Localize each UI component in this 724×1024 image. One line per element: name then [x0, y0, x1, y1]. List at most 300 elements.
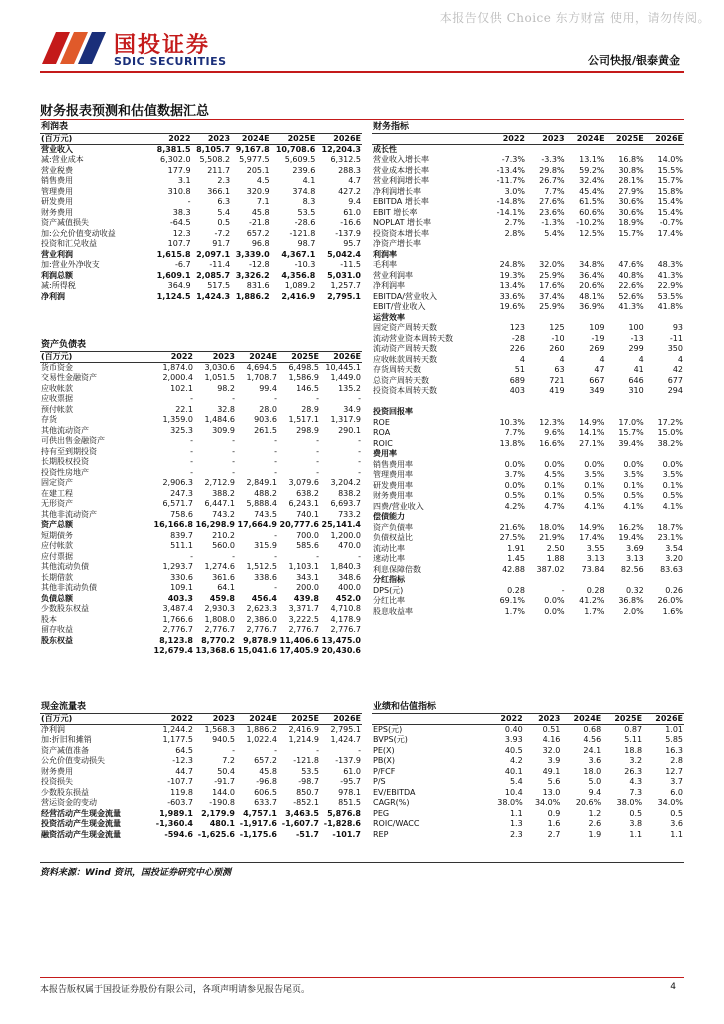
cell-value [486, 144, 526, 155]
row-label: 负债权益比 [373, 533, 413, 542]
row-label: EBITDA 增长率 [373, 197, 429, 206]
cell-value: 0.51 [542, 724, 561, 734]
year-header: 2024E [236, 351, 278, 362]
cell-value: - [190, 551, 193, 561]
cell-value: 38.0% [497, 798, 523, 807]
cell-value: 109.1 [170, 583, 193, 592]
row-label: 加:营业外净收支 [41, 260, 100, 269]
cell-value: - [316, 394, 319, 403]
cell-value: 5,031.0 [327, 270, 361, 280]
row-label: 流动资产周转天数 [373, 344, 437, 353]
cell-value: 34.8% [579, 260, 605, 269]
table-row [372, 756, 684, 767]
cell-value: 45.4% [579, 186, 605, 196]
cell-value: 18.0% [539, 522, 565, 532]
cell-value: 8,105.7 [196, 144, 231, 154]
cell-value: 689 [509, 375, 525, 385]
cell-value: 3.7% [504, 470, 525, 479]
cell-value: 3,371.7 [288, 604, 319, 613]
year-header: 2026E [320, 351, 362, 362]
cell-value: 109 [589, 323, 605, 332]
cell-value: 15.7% [618, 228, 644, 238]
cell-value: 40.1 [504, 766, 523, 776]
row-label: 财务费用 [41, 207, 73, 217]
cell-value: -14.8% [496, 197, 525, 206]
cell-value: - [274, 583, 277, 592]
cell-value: 3.54 [665, 543, 683, 553]
cell-value: 1.88 [546, 554, 565, 563]
cell-value: 10,708.6 [275, 144, 316, 154]
section-title: 现金流量表 [41, 702, 87, 712]
cell-value: 2,416.9 [288, 724, 319, 734]
cell-value: 9,167.8 [235, 144, 270, 154]
cell-value [606, 239, 645, 250]
cell-value: 6,693.7 [330, 499, 361, 508]
table-row [40, 239, 362, 250]
cell-value: 4.7% [544, 501, 565, 511]
table-row [372, 155, 684, 166]
cell-value: 36.8% [618, 596, 644, 605]
cell-value: -12.8 [248, 260, 270, 269]
cell-value: 294 [667, 386, 683, 395]
cell-value: - [232, 745, 235, 755]
table-row [40, 562, 362, 573]
year-header: 2022 [486, 133, 526, 144]
cell-value [645, 407, 684, 418]
cell-value: 2,906.3 [162, 478, 193, 487]
cell-value: 32.8 [217, 404, 235, 414]
row-label: 利润总额 [41, 270, 73, 280]
cell-value: 0.0% [623, 459, 644, 469]
row-label: 净利润 [41, 291, 65, 301]
cell-value: 4.1 [302, 176, 316, 185]
cell-value: 25.9% [539, 302, 565, 311]
cell-value: 4.5 [256, 176, 270, 185]
cell-value: -852.1 [293, 798, 319, 807]
cell-value: 37.4% [539, 291, 565, 301]
cell-value [566, 449, 606, 460]
report-subtitle: 公司快报/银泰黄金 [587, 54, 680, 67]
cell-value: 3.55 [586, 543, 605, 553]
row-label: 管理费用率 [373, 470, 413, 479]
cell-value [526, 397, 566, 408]
cell-value: 26.0% [657, 596, 683, 605]
table-row [40, 436, 362, 447]
cell-value: 102.1 [170, 383, 193, 393]
cell-value: 13.8% [499, 438, 525, 448]
table-row [372, 323, 684, 334]
cell-value: 470.0 [338, 541, 361, 550]
table-row [372, 596, 684, 607]
table-row [372, 491, 684, 502]
cell-value: 1,424.7 [330, 735, 361, 744]
row-label: 费用率 [373, 449, 397, 458]
cell-value: 18.0 [583, 766, 602, 776]
cell-value [486, 575, 526, 586]
cell-value: -11 [669, 333, 683, 343]
cell-value: -12.3 [172, 756, 193, 765]
subsection-row [372, 144, 684, 155]
cell-value: 4.1% [584, 501, 605, 511]
cell-value: 5.4 [217, 207, 231, 217]
cell-value: 0.5% [623, 491, 644, 500]
table-row [372, 788, 684, 799]
table-bottom-rule [40, 862, 684, 863]
section-title: 业绩和估值指标 [373, 702, 437, 712]
cell-value [645, 449, 684, 460]
table-row [40, 552, 362, 563]
cell-value: 34.9 [343, 404, 361, 414]
row-label: 短期债务 [41, 530, 73, 540]
cell-value: 24.8% [499, 260, 525, 269]
column-header-row [40, 351, 362, 362]
cell-value: 2,849.1 [246, 478, 277, 487]
cashflow-table [40, 702, 362, 840]
row-label: 无形资产 [41, 499, 73, 508]
cell-value [566, 512, 606, 523]
table-row [372, 229, 684, 240]
unit-label [372, 713, 486, 724]
cell-value: - [274, 457, 277, 466]
row-label: 资产总额 [41, 520, 73, 529]
year-header: 2026E [320, 713, 362, 724]
cell-value [526, 144, 566, 155]
cell-value [526, 575, 566, 586]
row-label: 营业收入增长率 [373, 155, 429, 164]
cell-value: -1,828.6 [323, 819, 361, 828]
cell-value: 177.9 [167, 165, 191, 175]
cell-value: 14.1% [579, 428, 605, 437]
row-label: ROA [373, 428, 391, 437]
cell-value: 21.9% [539, 533, 565, 542]
cell-value: 5.11 [624, 735, 643, 744]
cell-value [526, 512, 566, 523]
cell-value: 1,484.6 [204, 415, 235, 424]
cell-value: 3,030.6 [204, 362, 235, 372]
cell-value: 338.6 [254, 572, 277, 582]
cell-value: 4.2 [509, 756, 523, 765]
cell-value: 1,022.4 [246, 735, 277, 744]
cell-value: 349 [589, 386, 605, 395]
cell-value: - [316, 446, 319, 456]
cell-value: 17.0% [618, 417, 644, 427]
cell-value: 366.1 [207, 186, 231, 196]
cell-value: 9.4 [588, 787, 602, 797]
cell-value [645, 313, 684, 324]
row-label: 净资产增长率 [373, 239, 421, 248]
cell-value: 1.3 [509, 819, 523, 828]
cell-value: 12.5% [579, 228, 605, 238]
cell-value [645, 512, 684, 523]
row-label: 交易性金融资产 [41, 373, 97, 382]
income-statement-table [40, 122, 362, 302]
cell-value [606, 575, 645, 586]
cell-value: 330.6 [170, 572, 193, 582]
section-header [372, 702, 684, 713]
cell-value: 3,339.0 [235, 249, 270, 259]
cell-value: - [190, 457, 193, 466]
unit-label: (百万元) [40, 133, 152, 144]
cell-value: 44.7 [175, 766, 193, 776]
cell-value: 1,586.9 [288, 373, 319, 382]
cell-value: 1,886.2 [246, 724, 277, 734]
cell-value: 5,508.2 [199, 155, 231, 164]
cell-value: 1,200.0 [330, 530, 361, 540]
table-row [40, 208, 362, 219]
cell-value: 0.0% [544, 459, 565, 469]
cell-value: 17.4% [579, 533, 605, 542]
cell-value: 0.5% [504, 491, 525, 500]
cell-value: 831.6 [246, 281, 270, 290]
cell-value: 3.1 [177, 176, 191, 185]
cell-value [526, 449, 566, 460]
table-row [372, 197, 684, 208]
cell-value: 28.9 [301, 404, 319, 414]
table-row [40, 520, 362, 531]
cell-value: 0.1% [623, 480, 644, 490]
row-label: 存货周转天数 [373, 365, 421, 374]
row-label: BVPS(元) [373, 735, 408, 744]
cell-value: - [358, 745, 361, 755]
cell-value: 100 [628, 323, 644, 332]
table-row [40, 735, 362, 746]
cell-value: 19.3% [499, 270, 525, 280]
cell-value: 98.7 [297, 239, 316, 248]
table-row [40, 583, 362, 594]
cell-value: 4,367.1 [281, 249, 316, 259]
cell-value [606, 313, 645, 324]
cell-value: 34.0% [534, 798, 561, 807]
cell-value: 16.8% [618, 155, 644, 164]
cell-value: 32.0% [539, 260, 565, 269]
row-label: ROIC/WACC [373, 819, 420, 828]
table-row [40, 636, 362, 647]
cell-value: -96.8 [256, 777, 277, 786]
cell-value [526, 407, 566, 418]
cell-value: 53.5 [297, 207, 316, 217]
row-label: 应收帐款周转天数 [373, 354, 437, 364]
row-label: 利息保障倍数 [373, 564, 421, 574]
cell-value: 210.2 [212, 530, 235, 540]
cell-value: 239.6 [292, 165, 316, 175]
cell-value: 310 [628, 386, 644, 395]
year-header: 2026E [316, 133, 362, 144]
cell-value: 63 [554, 365, 565, 374]
column-header-row [372, 713, 684, 724]
cell-value: 247.3 [170, 488, 193, 498]
row-label: 财务费用率 [373, 491, 413, 500]
row-label: 加:折旧和摊销 [41, 735, 92, 744]
row-label: 预付帐款 [41, 404, 73, 414]
cell-value: 0.32 [625, 585, 644, 595]
table-row [40, 541, 362, 552]
row-label: 其他非流动负债 [41, 583, 97, 592]
row-label: 财务费用 [41, 766, 73, 776]
cell-value: 13.4% [499, 281, 525, 290]
table-row [40, 187, 362, 198]
row-label: 净利润率 [373, 281, 405, 290]
table-row [372, 724, 684, 735]
row-label: 营业利润 [41, 249, 73, 259]
row-label: 减:所得税 [41, 281, 76, 290]
cell-value: 6,302.0 [160, 155, 191, 164]
cell-value: 1,886.2 [235, 291, 270, 301]
cell-value: 1.7% [584, 606, 605, 616]
cell-value: 5,876.8 [327, 808, 361, 818]
cell-value: 64.1 [217, 583, 235, 592]
cell-value: 99.4 [259, 383, 277, 393]
row-label: 存货 [41, 415, 57, 424]
cell-value: 361.6 [212, 572, 235, 582]
table-row [372, 767, 684, 778]
cell-value: 2,179.9 [201, 808, 235, 818]
year-header: 2023 [194, 713, 236, 724]
column-header-row [372, 133, 684, 144]
cell-value: 9.6% [544, 428, 565, 437]
subsection-row [372, 575, 684, 586]
cell-value: -13.4% [496, 165, 525, 175]
cell-value: 144.0 [212, 787, 235, 797]
cell-value: - [316, 551, 319, 561]
cell-value: 123 [509, 323, 525, 332]
table-row [40, 394, 362, 405]
cell-value: 0.5 [670, 808, 683, 818]
row-label: 流动营业资本周转天数 [373, 333, 453, 343]
cell-value: 11,406.6 [279, 635, 319, 645]
cell-value: 18.8 [624, 745, 643, 755]
row-label: PEG [373, 808, 390, 818]
row-label [40, 646, 152, 657]
cell-value: 3.6 [588, 756, 602, 765]
cell-value [645, 397, 684, 408]
year-header: 2025E [602, 713, 643, 724]
row-label: 四费/营业收入 [373, 501, 424, 511]
cell-value: 59.2% [579, 165, 605, 175]
cell-value: -95.7 [340, 777, 361, 786]
table-row [40, 405, 362, 416]
cell-value: 22.9% [657, 281, 683, 290]
cell-value: 28.1% [618, 176, 644, 185]
cell-value: 60.6% [579, 207, 605, 217]
cell-value: 5.85 [665, 735, 683, 744]
cell-value: 48.1% [579, 291, 605, 301]
cell-value: 657.2 [254, 756, 277, 765]
cell-value: - [316, 467, 319, 477]
cell-value: 0.26 [665, 585, 683, 595]
section-header [40, 702, 362, 713]
row-label: 投资性房地产 [41, 467, 89, 477]
cell-value: 22.6% [618, 281, 644, 290]
table-row [372, 554, 684, 565]
cell-value: - [561, 585, 565, 595]
cell-value: 419 [549, 386, 565, 395]
cell-value: 20.6% [579, 281, 605, 290]
row-label: 货币资金 [41, 362, 73, 372]
cell-value: 205.1 [246, 165, 270, 175]
cell-value: 903.6 [254, 415, 277, 424]
page-number: 4 [670, 982, 676, 992]
row-label: 研发费用率 [373, 480, 413, 490]
cell-value: 40.5 [504, 745, 523, 755]
cell-value: 298.9 [296, 425, 319, 435]
row-label: 销售费用率 [373, 459, 413, 469]
cell-value: 30.8% [618, 165, 644, 175]
cell-value: 2,085.7 [196, 270, 231, 280]
cell-value: 733.2 [338, 509, 361, 519]
cell-value: 73.84 [581, 564, 605, 574]
cell-value: 41.3% [618, 302, 644, 311]
cell-value: 4 [599, 354, 605, 364]
cell-value: 19.4% [618, 533, 644, 542]
cell-value: 47 [594, 365, 605, 374]
cell-value: 26.7% [539, 176, 565, 185]
cell-value: 50.4 [217, 766, 235, 776]
cell-value: 7.7% [544, 186, 565, 196]
cell-value: 36.4% [579, 270, 605, 280]
row-label: 加:公允价值变动收益 [41, 228, 116, 238]
table-row [372, 166, 684, 177]
cell-value: 18.7% [657, 522, 683, 532]
row-label: 负债总额 [41, 593, 73, 603]
cell-value: - [274, 436, 277, 445]
cell-value: -107.7 [167, 777, 193, 786]
cell-value: 721 [549, 375, 565, 385]
cell-value: 5,042.4 [327, 249, 361, 259]
cell-value: 226 [509, 344, 525, 353]
cell-value: 269 [589, 344, 605, 353]
table-row [40, 573, 362, 584]
table-row [372, 418, 684, 429]
row-label: 投资资本增长率 [373, 228, 429, 238]
cell-value: 28.0 [259, 404, 277, 414]
cell-value: 403.3 [167, 593, 193, 603]
table-row [372, 523, 684, 534]
year-header: 2022 [152, 351, 194, 362]
table-row [372, 271, 684, 282]
cell-value: 657.2 [246, 228, 270, 238]
table-row [40, 478, 362, 489]
subsection-row [372, 407, 684, 418]
cell-value: -28 [511, 333, 525, 343]
cell-value [486, 512, 526, 523]
cell-value: 0.1% [544, 491, 565, 500]
cell-value: - [274, 745, 277, 755]
cell-value: -1,175.6 [239, 829, 277, 839]
cell-value: 18.9% [618, 218, 644, 227]
cell-value: - [274, 394, 277, 403]
row-label: 投资活动产生现金流量 [41, 819, 121, 828]
cell-value: 3.13 [586, 554, 605, 563]
cell-value: 1,124.5 [156, 291, 191, 301]
cell-value: 5.0 [588, 777, 602, 786]
cell-value: 16,298.9 [195, 520, 235, 529]
cell-value: 3,463.5 [285, 808, 319, 818]
row-label: 融资活动产生现金流量 [41, 829, 121, 839]
cell-value: -0.7% [659, 218, 683, 227]
cell-value: -6.7 [174, 260, 191, 269]
cell-value: 41.3% [657, 270, 683, 280]
cell-value: -64.5 [169, 218, 191, 227]
cell-value: 940.5 [212, 735, 235, 744]
row-label: 应收票据 [41, 394, 73, 403]
cell-value: 2,930.3 [204, 604, 235, 613]
row-label: 少数股东权益 [41, 604, 89, 613]
cell-value: 3.7 [670, 777, 683, 786]
cell-value: 1,840.3 [330, 562, 361, 571]
row-label: NOPLAT 增长率 [373, 218, 432, 227]
cell-value: 3.2 [629, 756, 643, 765]
table-row [372, 334, 684, 345]
